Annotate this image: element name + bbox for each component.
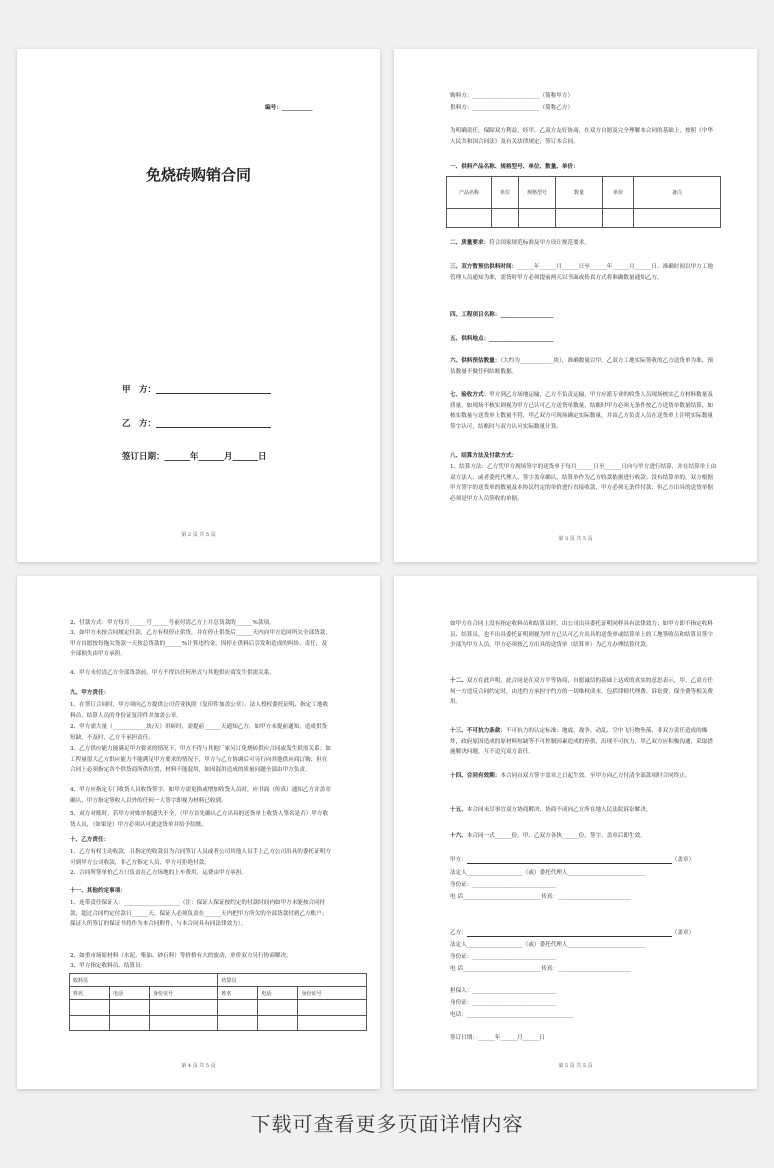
buyer-duty-2: 2、甲方需大量（____________块/天）用砖时，需提前______天通知乙方，如甲方未提前通知，造成供货短缺、不及时，乙方不承担责任。: [70, 724, 328, 741]
table-subheader: 姓名: [218, 987, 258, 1000]
designation-clause: 如甲方在合同上没有指定收料员和结算员时，由公司出具委托证明同样具有法律效力；如甲方即不指定收料员、结算员，也不出具委托证明则视为甲方已认可乙方出具的送货单或结算单上的工地签收员和结算员签字全部为甲方人员，甲方必须按乙方出具的送货单（结算单）为乙方办理结算付款。: [450, 621, 713, 648]
contract-cover-page: [17, 49, 380, 562]
party-b-label: 乙 方：: [122, 420, 271, 428]
contract-page-4: [17, 576, 380, 1089]
buyer-duty-3: 3、乙方供应能力能满足甲方要求的情况下，甲方不得与其他厂家另订免烧砖供应合同或发生供需关系；如工程量很大乙方供应能力不能满足甲方要求的情况下，甲方与乙方协调后可另行向其他供应商订购；但在合同上必须指定各个供货商所供位置，材料不能混用，如因混用造成的质量问题全部由甲方负责。: [70, 746, 331, 773]
page-number: 第 3 页 共 5 页: [558, 536, 593, 542]
section-8-heading: 八、结算方法及付款方式：: [450, 453, 518, 459]
contract-page-5: [394, 576, 757, 1089]
download-prompt[interactable]: 下载可查看更多页面详情内容: [250, 1112, 524, 1136]
guarantor-id: 身份证：______________________________: [450, 1000, 557, 1006]
late-payment-clause: 3、如甲方未按合同规定付款，乙方有权停止供货，并在停止供货后______天内向甲方追回所欠全部货款，甲方自愿按每拖欠货款一天按总货款的______%计算违约金，因停止供料后引发和造成的纠纷、责任，及全部损失由甲方承担。: [70, 630, 331, 657]
party-a-sign: 甲方： （盖章）: [450, 857, 695, 863]
seller-duty-2: 2、合同所签单价乙方只负责在乙方场地的上车费用，运费由甲方承担。: [70, 870, 247, 876]
table-header: 单位: [492, 177, 519, 209]
section-6: 六、供料预估数量：（大约为____________块），准确数量以甲、乙双方工地实际签收的乙方送货单为准，预估数量不做任何结账数据。: [450, 358, 713, 375]
other-term-2: 2、如重市场原材料（水泥、柴油、砂石料）等价格有大的波动，单价双方另行协商解决。: [70, 953, 292, 959]
receiver-table: [69, 973, 367, 1031]
section-1-heading: 一、供料产品名称、规格型号、单位、数量、单价：: [450, 164, 579, 170]
guarantor-name: 担保人：______________________________: [450, 988, 557, 994]
party-b-sign: 乙方： （盖章）: [450, 930, 695, 936]
sign-date: 签订日期：______年______月______日: [450, 1035, 546, 1041]
party-b-id: 身份证：______________________________: [450, 954, 557, 960]
product-table: [446, 176, 721, 228]
section-14: 十四、合同有效期：本合同自双方签字盖章之日起生效，至甲方向乙方付清全部款项时合同终止。: [450, 773, 691, 779]
table-subheader: 电话: [258, 987, 298, 1000]
party-a-id: 身份证：______________________________: [450, 882, 557, 888]
table-subheader: 身份证号: [149, 987, 218, 1000]
section-10-heading: 十、乙方责任：: [70, 837, 110, 843]
buyer-duty-5: 5、双方对账时，若甲方对账单据遗失不全，（甲方首先确认乙方出具的送货单上收货人签名是否）甲方收货人员，（如果是）甲方必须认可此送货单并给予结账。: [70, 811, 329, 828]
section-12: 十二、双方在此声明，此合同是在双方平等协商，自愿诚信的基础上达成的真实的意思表示，甲、乙双方任何一方违反合同约定时，由违约方承担守约方的一切维权成本，包括律师代理费、诉讼费、保全费等相关费用。: [450, 678, 713, 705]
payment-method: 2、付款方式：甲方每月______号______号前付清乙方上月总货款的______%款项。: [70, 620, 275, 626]
section-11-heading: 十一、其他约定事项：: [70, 888, 126, 894]
buyer-duty-4: 4、甲方应指定专门收货人员收货签字，如甲方需更换或增加收货人员时，应书面（传真）通知乙方并盖章确认，甲方指定签收人以外的任何一人签字即视为材料已收到。: [70, 787, 331, 804]
guarantor-phone: 电话：______________________________________: [450, 1012, 574, 1018]
page-number: 第 2 页 共 5 页: [181, 532, 216, 538]
table-header: 产品名称: [447, 177, 492, 209]
section-3: 三、双方暂预估供料时间：______年______月______日至______年______月______日。准确时间以甲方工地管理人员通知为准，需货时甲方必须提前两天以书面或传真方式将准确数量通知乙方。: [450, 264, 713, 281]
receiver-header: 收料员: [70, 974, 218, 987]
section-7: 七、验收方式：甲方到乙方场地运输，乙方不负责运输，甲方应派专业的收货人员现场核实乙方材料数量及质量，如现场不核实则视为甲方已认可乙方送货单数量，结账时甲方必须无条件按乙方送货单数量结算，如核实数量与送货单上数量不符，甲乙双方可现场确定实际数量，并由乙方负责人员在送货单上注明实际数量签字认可，结账时与双方认可实际数量计算。: [450, 392, 713, 430]
contract-number-label: 编号：___________: [265, 105, 313, 111]
section-2: 二、质量要求：符合国家规范标准及甲方设计规范要求。: [450, 240, 590, 246]
seller-duty-1: 1、乙方有权主动收款，且指定的收款员为合同签订人员或者公司其他人员手上乙方公司出具的委托证明方可到甲方公司收款，非乙方指定人员，甲方可拒绝付款。: [70, 849, 331, 866]
section-8-body: 1、结算方法：乙方凭甲方现场签字的送货单于每月______日至______日向与甲方进行结算，并在结算单上由双方法人、或者委托代理人、签字盖章确认，结算单作为乙方收款依据进行收款；没有结算单的，双方根据甲方签字的送货单的数量及本协议约定的单价进行直接收款，甲方必须无条件付款；但乙方出具的送货单据必须是甲方人员签收的单据。: [450, 464, 717, 502]
other-term-1: 1、连带责任保证人：____________________（注：保证人保证按约定的付款时间内如甲方未能按合同付款，超过合同约定付款日______天，保证人必须负责在______天内把甲方所欠的全部货款付到乙方账户；保证人所签订的保证书将作为本合同附件，与本合同具有同法律效力）。: [70, 900, 328, 927]
party-b-legal: 法定人____________________（或）委托代理人____________________________: [450, 942, 646, 948]
party-a-legal: 法定人____________________（或）委托代理人____________________________: [450, 870, 646, 876]
section-16: 十六、本合同一式______份，甲、乙双方各执______份，签字、盖章后即生效。: [450, 833, 646, 839]
other-term-3: 3、甲方指定收料员、结算员：: [70, 963, 147, 969]
buyer-duty-1: 1、在签订合同时，甲方须向乙方提供公司营业执照（复印件加盖公章）、法人授权委托证明、指定工地收料员、结算人员的身份证复印件并加盖公章。: [70, 702, 329, 719]
table-header: 规格型号: [519, 177, 556, 209]
contract-page-3: [394, 49, 757, 562]
sign-date: 签订日期：______年______月______日: [122, 452, 267, 462]
settler-header: 结算员: [218, 974, 367, 987]
party-b-phone: 电 话____________________________传真：__________________________: [450, 966, 631, 972]
section-5: 五、供料地点：_______________________: [450, 336, 554, 342]
section-9-heading: 九、甲方责任：: [70, 690, 110, 696]
exclusivity-clause: 4、甲方未付清乙方全部货款前，甲方不得以任何形式与其他供应商发生供需关系。: [70, 670, 275, 676]
watermark: [109, 469, 134, 499]
buyer-line: 购料方：________________________（简称甲方）: [450, 93, 574, 99]
table-subheader: 身份证号: [298, 987, 367, 1000]
section-13: 十三、不可抗力条款：不可抗力的认定标准：地震、战争、动乱、空中飞行物坠落、非双方责任造成的爆炸，政府原因造成的原材料短缺等不可控制因素造成的停供，出现不可抗力，甲乙双方应积极沟通，采取措施解决问题，互不追究双方责任。: [450, 728, 713, 755]
page-number: 第 5 页 共 5 页: [558, 1063, 593, 1069]
party-a-label: 甲 方：: [122, 386, 271, 394]
intro-paragraph: 为明确责任，保障双方利益，经甲、乙双方友好协商，在双方自愿及完全理解本合同的基础上，按照《中华人民共和国合同法》及有关法律规定，签订本合同。: [450, 128, 713, 145]
table-subheader: 姓名: [70, 987, 110, 1000]
page-number: 第 4 页 共 5 页: [181, 1063, 216, 1069]
table-subheader: 电话: [109, 987, 149, 1000]
section-4: 四、工程项目名称：___________________: [450, 312, 554, 318]
table-header: 单价: [603, 177, 634, 209]
section-15: 十五、本合同未尽事宜双方协商解决，协商不成向乙方所在地人民法院诉讼解决。: [450, 807, 652, 813]
contract-title: 免烧砖购销合同: [145, 166, 251, 184]
table-header: 备注: [634, 177, 721, 209]
party-a-phone: 电 话____________________________传真：__________________________: [450, 894, 631, 900]
supplier-line: 供料方：________________________（简称乙方）: [450, 105, 574, 111]
table-header: 数量: [556, 177, 603, 209]
